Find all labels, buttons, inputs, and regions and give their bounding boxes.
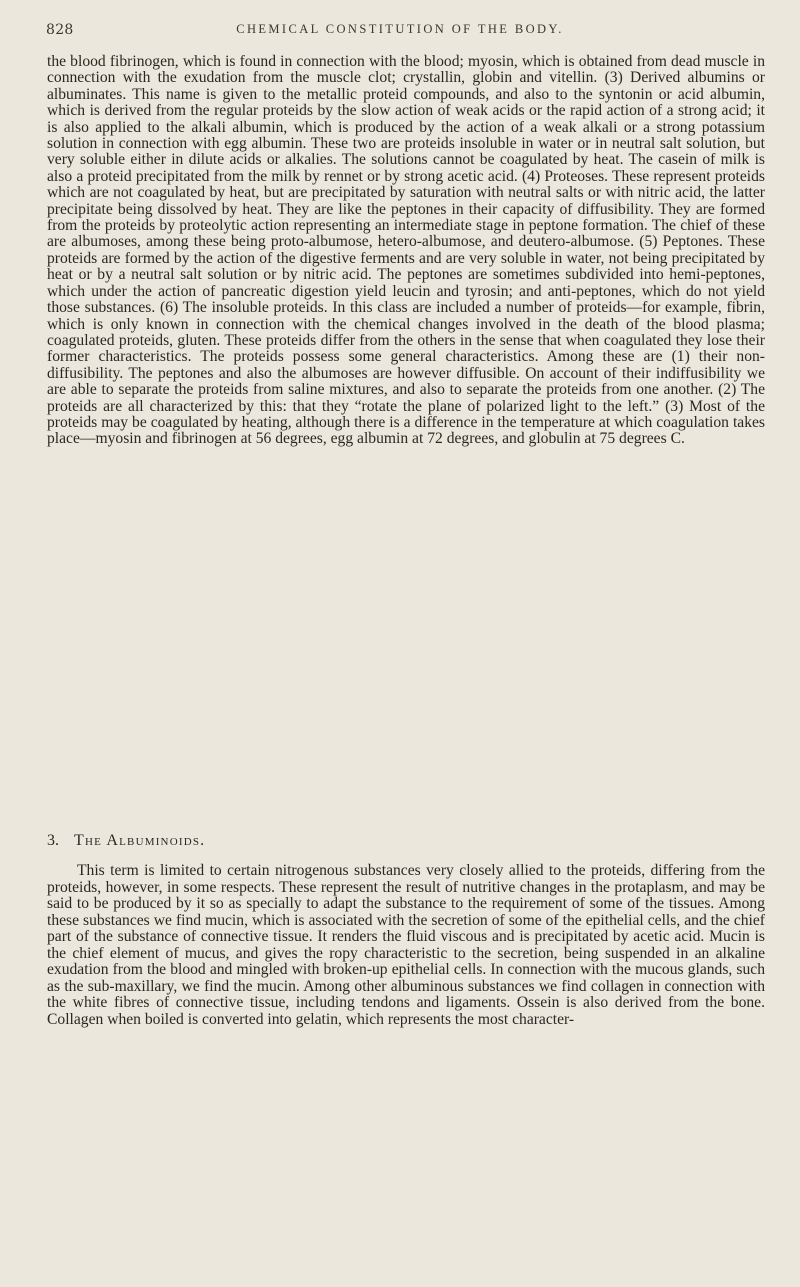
section-number: 3. [47,832,59,849]
section-heading [47,832,765,850]
paragraph: the blood fibrinogen, which is found in connection with the blood; myosin, which is obtained from dead muscle in connection with the exudation from the muscle clot; crystallin, globin and vitellin. (3) Derived albumins or albuminates. This name is given to the metallic proteid compounds, and also to the syntonin or acid albumin, which is derived from the regular proteids by the slow action of weak acids or the rapid action of a strong acid; it is also applied to the alkali albumin, which is produced by the action of a weak alkali or a strong potassium solution in connection with egg albumin. These two are proteids insoluble in water or in neutral salt solution, but very soluble either in dilute acids or alkalies. The solutions cannot be coagulated by heat. The casein of milk is also a proteid precipitated from the milk by rennet or by strong acetic acid. (4) Proteoses. These represent proteids which are not coagulated by heat, but are precipitated by saturation with neutral salts or with nitric acid, the latter precipitate being dissolved by heat. They are like the peptones in their capacity of diffusibility. They are formed from the proteids by proteolytic action representing an intermediate stage in peptone formation. The chief of these are albumoses, among these being proto-albumose, hetero-albumose, and deutero-albumose. (5) Peptones. These proteids are formed by the action of the digestive ferments and are very soluble in water, not being precipitated by heat or by a neutral salt solution or by nitric acid. The peptones are sometimes subdivided into hemi-peptones, which under the action of pancreatic digestion yield leucin and tyrosin; and anti-peptones, which do not yield those substances. (6) The insoluble proteids. In this class are included a number of proteids—for example, fibrin, which is only known in connection with the chemical changes involved in the death of the blood plasma; coagulated proteids, gluten. These proteids differ from the others in the sense that when coagulated they lose their former characteristics. The proteids possess some general characteristics. Among these are (1) their non-diffusibility. The peptones and also the albumoses are however diffusible. On account of their indiffusibility we are able to separate the proteids from saline mixtures, and also to separate the proteids from one another. (2) The proteids are all characterized by this: that they “rotate the plane of polarized light to the left.” (3) Most of the proteids may be coagulated by heating, although there is a difference in the temperature at which coagulation takes place—myosin and fibrinogen at 56 degrees, egg albumin at 72 degrees, and globulin at 75 degrees C. [47,53,765,448]
body-text-continued [47,54,765,448]
paragraph: This term is limited to certain nitrogenous substances very closely allied to the proteids, differing from the proteids, however, in some respects. These represent the result of nutritive changes in the protaplasm, and may be said to be produced by it so as specially to adapt the substance to the requirement of some of the tissues. Among these substances we find mucin, which is associated with the secretion of some of the epithelial cells, and the chief part of the substance of connective tissue. It renders the fluid viscous and is precipitated by acetic acid. Mucin is the chief element of mucus, and gives the ropy characteristic to the secretion, being suspended in an alkaline exudation from the blood and mingled with broken-up epithelial cells. In connection with the mucous glands, such as the sub-maxillary, we find the mucin. Among other albuminous substances we find collagen in connection with the white fibres of connective tissue, including tendons and ligaments. Ossein is also derived from the bone. Collagen when boiled is converted into gelatin, which represents the most character- [47,862,765,1028]
section-body-text [47,863,765,1028]
section-title: The Albuminoids. [74,832,206,849]
page-number: 828 [46,22,74,38]
running-head: CHEMICAL CONSTITUTION OF THE BODY. [236,22,564,36]
